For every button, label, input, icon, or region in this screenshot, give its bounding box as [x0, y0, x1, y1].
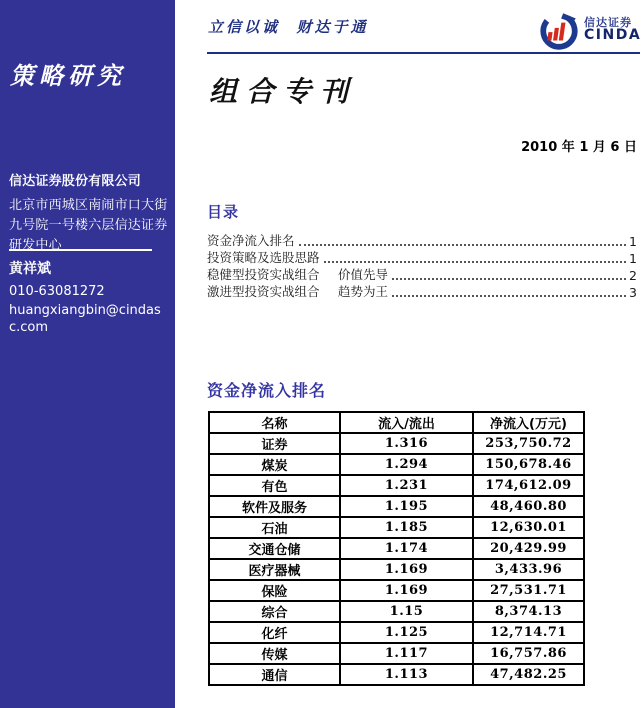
col-header-ratio: 流入/流出: [340, 412, 473, 433]
report-date: 2010 年 1 月 6 日: [521, 140, 637, 155]
contact-block: [9, 258, 171, 336]
cell-netinflow: 27,531.71: [473, 580, 584, 601]
sidebar-divider: [9, 249, 152, 251]
toc-item-stable-portfolio[interactable]: [207, 266, 637, 283]
cell-ratio: 1.185: [340, 517, 473, 538]
toc-page-number: 2: [629, 268, 637, 283]
table-row: [209, 580, 584, 601]
toc-heading: 目录: [207, 203, 240, 221]
cell-sector: 综合: [209, 601, 340, 622]
cinda-logo: [538, 9, 643, 51]
toc-item-label: 稳健型投资实战组合: [207, 267, 320, 282]
cell-netinflow: 48,460.80: [473, 496, 584, 517]
company-address: 北京市西城区南闹市口大街九号院一号楼六层信达证券研发中心: [9, 198, 168, 253]
logo-text: [584, 17, 641, 43]
cell-sector: 有色: [209, 475, 340, 496]
table-row: [209, 643, 584, 664]
cell-ratio: 1.15: [340, 601, 473, 622]
logo-english-name: CINDA: [584, 27, 642, 44]
net-inflow-table: [208, 411, 585, 686]
toc-dot-leader: [392, 270, 626, 280]
table-row: [209, 601, 584, 622]
header-rule: [207, 52, 640, 54]
cell-ratio: 1.195: [340, 496, 473, 517]
toc-dot-leader: [392, 287, 626, 297]
cell-netinflow: 3,433.96: [473, 559, 584, 580]
cell-ratio: 1.316: [340, 433, 473, 454]
cell-sector: 化纤: [209, 622, 340, 643]
cell-sector: 煤炭: [209, 454, 340, 475]
table-header-row: [209, 412, 584, 433]
cinda-logo-icon: [538, 9, 580, 51]
cell-sector: 石油: [209, 517, 340, 538]
toc-page-number: 1: [629, 234, 637, 249]
logo-chinese-name: 信达证券: [584, 15, 632, 29]
col-header-netinflow: 净流入(万元): [473, 412, 584, 433]
cell-ratio: 1.294: [340, 454, 473, 475]
cell-sector: 证券: [209, 433, 340, 454]
cell-netinflow: 20,429.99: [473, 538, 584, 559]
cell-ratio: 1.169: [340, 580, 473, 601]
table-row: [209, 475, 584, 496]
toc-dot-leader: [299, 236, 627, 246]
cell-sector: 交通仓储: [209, 538, 340, 559]
table-row: [209, 664, 584, 685]
cell-ratio: 1.231: [340, 475, 473, 496]
table-row: [209, 496, 584, 517]
report-category: 策略研究: [10, 61, 126, 90]
cell-ratio: 1.169: [340, 559, 473, 580]
cell-netinflow: 174,612.09: [473, 475, 584, 496]
cell-netinflow: 12,714.71: [473, 622, 584, 643]
cell-netinflow: 8,374.13: [473, 601, 584, 622]
cell-netinflow: 16,757.86: [473, 643, 584, 664]
toc-dot-leader: [324, 253, 627, 263]
cell-netinflow: 253,750.72: [473, 433, 584, 454]
page-title: 组合专刊: [209, 75, 358, 108]
table-row: [209, 517, 584, 538]
cell-ratio: 1.113: [340, 664, 473, 685]
cell-netinflow: 12,630.01: [473, 517, 584, 538]
analyst-phone: 010-63081272: [9, 284, 105, 299]
table-row: [209, 538, 584, 559]
analyst-email[interactable]: huangxiangbin@cindasc.com: [9, 303, 161, 335]
col-header-name: 名称: [209, 412, 340, 433]
analyst-name: 黄祥斌: [9, 261, 51, 277]
cell-ratio: 1.125: [340, 622, 473, 643]
cell-sector: 通信: [209, 664, 340, 685]
table-row: [209, 433, 584, 454]
toc-item-net-inflow[interactable]: [207, 232, 637, 249]
table-row: [209, 559, 584, 580]
toc-item-label: 投资策略及选股思路: [207, 250, 320, 265]
section-title-net-inflow: 资金净流入排名: [207, 381, 327, 400]
cell-netinflow: 150,678.46: [473, 454, 584, 475]
cell-ratio: 1.174: [340, 538, 473, 559]
toc-item-label: 激进型投资实战组合: [207, 284, 320, 299]
table-of-contents: [207, 232, 637, 300]
company-name: 信达证券股份有限公司: [9, 174, 142, 189]
company-block: [9, 170, 169, 256]
toc-page-number: 3: [629, 285, 637, 300]
toc-item-label: 资金净流入排名: [207, 233, 295, 248]
table-row: [209, 622, 584, 643]
toc-item-aggressive-portfolio[interactable]: [207, 283, 637, 300]
toc-item-strategy[interactable]: [207, 249, 637, 266]
sidebar: [0, 0, 175, 708]
table-row: [209, 454, 584, 475]
cell-sector: 保险: [209, 580, 340, 601]
cell-sector: 软件及服务: [209, 496, 340, 517]
cell-netinflow: 47,482.25: [473, 664, 584, 685]
toc-item-sublabel: 价值先导: [338, 267, 389, 282]
cell-ratio: 1.117: [340, 643, 473, 664]
company-slogan: 立信以诚 财达于通: [208, 18, 369, 36]
toc-page-number: 1: [629, 251, 637, 266]
cell-sector: 医疗器械: [209, 559, 340, 580]
toc-item-sublabel: 趋势为王: [338, 284, 389, 299]
cell-sector: 传媒: [209, 643, 340, 664]
